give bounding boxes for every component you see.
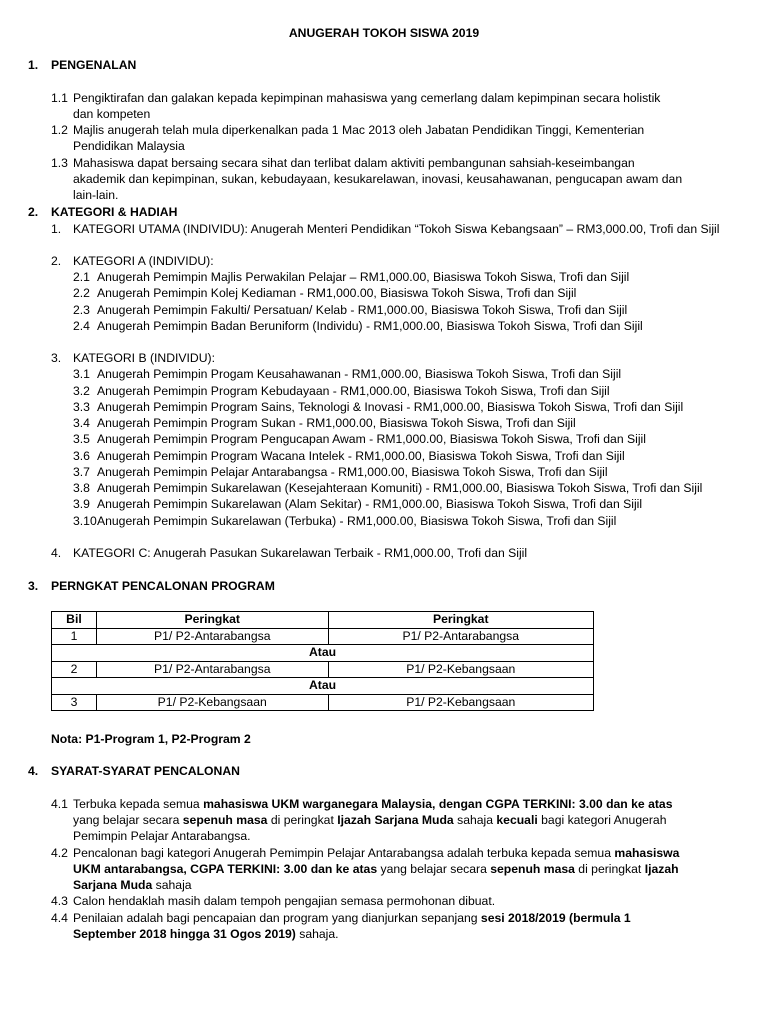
- category-c: [51, 545, 527, 561]
- table-row: [52, 694, 594, 711]
- table-note: Nota: P1-Program 1, P2-Program 2: [51, 732, 251, 746]
- table-cell: P1/ P2-Kebangsaan: [328, 661, 594, 678]
- item-text: Majlis anugerah telah mula diperkenalkan pada 1 Mac 2013 oleh Jabatan Pendidikan Tinggi, Kementerian Pendidikan Malaysia: [73, 123, 645, 153]
- table-cell: P1/ P2-Antarabangsa: [328, 628, 594, 645]
- list-item: 2.1 Anugerah Pemimpin Majlis Perwakilan Pelajar – RM1,000.00, Biasiswa Tokoh Siswa, Trofi dan Sijil: [73, 270, 630, 284]
- item-number: 1.3: [51, 156, 68, 170]
- section-heading: PENGENALAN: [51, 58, 137, 72]
- table-separator-row: [52, 645, 594, 662]
- section-number: 1.: [28, 58, 39, 72]
- section-number: 3.: [28, 579, 39, 593]
- item-number: 1.1: [51, 91, 68, 105]
- section-heading: PERNGKAT PENCALONAN PROGRAM: [51, 579, 275, 593]
- table-cell: P1/ P2-Kebangsaan: [328, 694, 594, 711]
- table-separator-row: [52, 678, 594, 695]
- category-number: 4.: [51, 546, 62, 560]
- table-cell: 2: [52, 661, 97, 678]
- category-a: [51, 253, 214, 269]
- list-item: 3.4 Anugerah Pemimpin Program Sukan - RM1,000.00, Biasiswa Tokoh Siswa, Trofi dan Sijil: [73, 416, 576, 430]
- list-item: 3.9 Anugerah Pemimpin Sukarelawan (Alam Sekitar) - RM1,000.00, Biasiswa Tokoh Siswa, Trofi dan Sijil: [73, 497, 643, 511]
- section-number: 4.: [28, 764, 39, 778]
- category-number: 3.: [51, 351, 62, 365]
- list-item: 3.1 Anugerah Pemimpin Progam Keusahawanan - RM1,000.00, Biasiswa Tokoh Siswa, Trofi dan Sijil: [73, 367, 622, 381]
- list-item: 2.2 Anugerah Pemimpin Kolej Kediaman - RM1,000.00, Biasiswa Tokoh Siswa, Trofi dan Sijil: [73, 286, 577, 300]
- section-heading: KATEGORI & HADIAH: [51, 205, 178, 219]
- table-separator: Atau: [52, 645, 594, 662]
- table-row: [52, 661, 594, 678]
- table-cell: 3: [52, 694, 97, 711]
- item-number: 1.2: [51, 123, 68, 137]
- item-number: 4.4: [51, 911, 68, 925]
- list-item: 3.3 Anugerah Pemimpin Program Sains, Teknologi & Inovasi - RM1,000.00, Biasiswa Tokoh Siswa, Trofi dan Sijil: [73, 400, 684, 414]
- item-number: 4.1: [51, 797, 68, 811]
- list-item: 2.4 Anugerah Pemimpin Badan Beruniform (Individu) - RM1,000.00, Biasiswa Tokoh Siswa, Trofi dan Sijil: [73, 319, 643, 333]
- category-b: [51, 350, 215, 366]
- table-row: [52, 628, 594, 645]
- category-text: KATEGORI UTAMA (INDIVIDU): Anugerah Menteri Pendidikan “Tokoh Siswa Kebangsaan” – RM3,000.00, Trofi dan Sijil: [73, 222, 720, 236]
- item-text: Calon hendaklah masih dalam tempoh pengajian semasa permohonan dibuat.: [73, 894, 496, 908]
- item-text: Terbuka kepada semua mahasiswa UKM warganegara Malaysia, dengan CGPA TERKINI: 3.00 dan ke atas yang belajar secara sepenuh masa di peringkat Ijazah Sarjana Muda sahaja kecuali bagi kategori Anugerah Pemimpin Pelajar Antarabangsa.: [73, 797, 673, 843]
- table-cell: P1/ P2-Kebangsaan: [96, 694, 328, 711]
- list-item: 3.8 Anugerah Pemimpin Sukarelawan (Kesejahteraan Komuniti) - RM1,000.00, Biasiswa Tokoh Siswa, Trofi dan Sijil: [73, 481, 703, 495]
- item-text: Pencalonan bagi kategori Anugerah Pemimpin Pelajar Antarabangsa adalah terbuka kepada semua mahasiswa UKM antarabangsa, CGPA TERKINI: 3.00 dan ke atas yang belajar secara sepenuh masa di peringkat Ijazah Sarjana Muda sahaja: [73, 846, 680, 892]
- category-text: KATEGORI C: Anugerah Pasukan Sukarelawan Terbaik - RM1,000.00, Trofi dan Sijil: [73, 546, 528, 560]
- list-item: 3.2 Anugerah Pemimpin Program Kebudayaan - RM1,000.00, Biasiswa Tokoh Siswa, Trofi dan Sijil: [73, 384, 610, 398]
- table-header-cell: Bil: [52, 612, 97, 629]
- category-text: KATEGORI A (INDIVIDU):: [73, 254, 214, 268]
- table-cell: P1/ P2-Antarabangsa: [96, 628, 328, 645]
- list-item: 2.3 Anugerah Pemimpin Fakulti/ Persatuan/ Kelab - RM1,000.00, Biasiswa Tokoh Siswa, Trofi dan Sijil: [73, 303, 628, 317]
- category-utama: [51, 221, 719, 237]
- table-header-row: [52, 612, 594, 629]
- table-header-cell: Peringkat: [328, 612, 594, 629]
- list-item: 3.5 Anugerah Pemimpin Program Pengucapan Awam - RM1,000.00, Biasiswa Tokoh Siswa, Trofi dan Sijil: [73, 432, 646, 446]
- item-text: Pengiktirafan dan galakan kepada kepimpinan mahasiswa yang cemerlang dalam kepimpinan secara holistik dan kompeten: [73, 91, 661, 121]
- category-text: KATEGORI B (INDIVIDU):: [73, 351, 215, 365]
- item-number: 4.3: [51, 894, 68, 908]
- item-text: Mahasiswa dapat bersaing secara sihat dan terlibat dalam aktiviti pembangunan sahsiah-keseimbangan akademik dan kepimpinan, sukan, kebudayaan, kesukarelawan, inovasi, keusahawanan, pengucapan awam dan lain-lain.: [73, 156, 683, 202]
- item-text: Penilaian adalah bagi pencapaian dan program yang dianjurkan sepanjang sesi 2018/2019 (bermula 1 September 2018 hingga 31 Ogos 2019) sahaja.: [73, 911, 631, 941]
- item-number: 4.2: [51, 846, 68, 860]
- list-item: 3.7 Anugerah Pemimpin Pelajar Antarabangsa - RM1,000.00, Biasiswa Tokoh Siswa, Trofi dan Sijil: [73, 465, 608, 479]
- list-item: 3.6 Anugerah Pemimpin Program Wacana Intelek - RM1,000.00, Biasiswa Tokoh Siswa, Trofi dan Sijil: [73, 449, 625, 463]
- category-number: 2.: [51, 254, 62, 268]
- section-heading: SYARAT-SYARAT PENCALONAN: [51, 764, 240, 778]
- document-title: ANUGERAH TOKOH SISWA 2019: [288, 26, 480, 40]
- section-number: 2.: [28, 205, 39, 219]
- table-header-cell: Peringkat: [96, 612, 328, 629]
- peringkat-table: [51, 611, 594, 711]
- category-number: 1.: [51, 222, 62, 236]
- list-item: 3.10Anugerah Pemimpin Sukarelawan (Terbuka) - RM1,000.00, Biasiswa Tokoh Siswa, Trofi dan Sijil: [73, 514, 617, 528]
- table-cell: P1/ P2-Antarabangsa: [96, 661, 328, 678]
- table-cell: 1: [52, 628, 97, 645]
- table-separator: Atau: [52, 678, 594, 695]
